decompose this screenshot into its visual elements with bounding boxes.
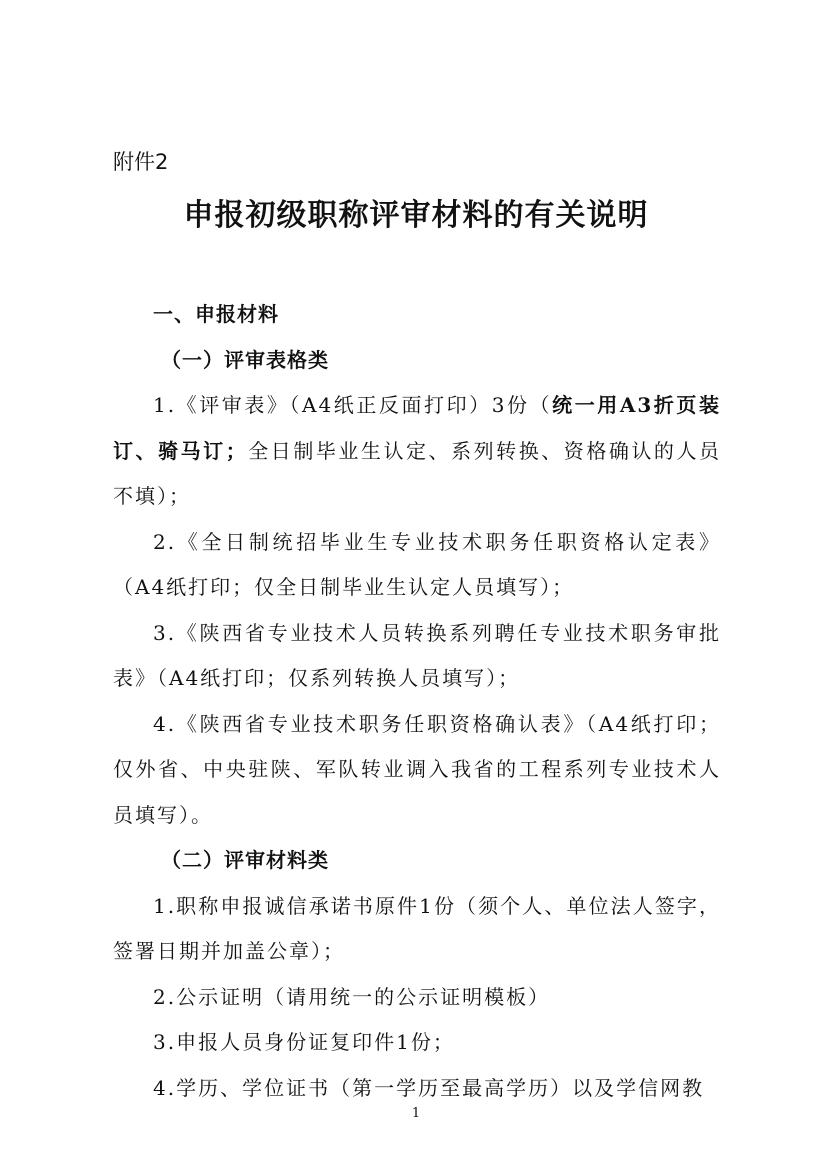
form-item-3 [113,611,721,702]
item-number: 4. [153,1075,177,1100]
item-text: 公示证明（请用统一的公示证明模板） [176,984,551,1009]
document-body [113,292,721,1111]
item-number: 1. [153,393,177,417]
material-item-2 [113,975,721,1021]
attachment-label: 附件2 [113,150,169,174]
item-text-cont: 全日制毕业生认定、系列转换、资格确认的人员不填）； [113,438,722,508]
item-number: 3. [153,1030,177,1054]
material-item-3 [113,1020,721,1066]
item-number: 1. [153,893,177,918]
item-number: 2. [153,529,177,554]
material-item-1 [113,884,721,975]
item-text: 《全日制统招毕业生专业技术职务任职资格认定表》（A4纸打印；仅全日制毕业生认定人员填写）； [113,529,721,599]
item-text: 学历、学位证书（第一学历至最高学历）以及学信网教 [176,1075,705,1100]
item-text: 申报人员身份证复印件1份； [176,1030,455,1054]
item-number: 2. [153,984,177,1009]
item-text: 《评审表》（A4纸正反面打印）3份（ [176,393,553,417]
subsection-heading-forms: （一）评审表格类 [161,347,329,372]
item-text: 《陕西省专业技术人员转换系列聘任专业技术职务审批表》（A4纸打印；仅系列转换人员填写）； [113,620,721,690]
page-number: 1 [411,1106,421,1121]
document-title: 申报初级职称评审材料的有关说明 [183,198,649,233]
item-number: 4. [153,711,177,736]
subsection-heading-materials: （二）评审材料类 [161,848,329,872]
item-text: 《陕西省专业技术职务任职资格确认表》（A4纸打印；仅外省、中央驻陕、军队转业调入我省的工程系列专业技术人员填写）。 [113,711,721,827]
form-item-1 [113,383,721,520]
material-item-4 [113,1066,721,1112]
item-number: 3. [153,620,177,645]
item-text: 职称申报诚信承诺书原件1份（须个人、单位法人签字，签署日期并加盖公章）； [113,893,721,963]
form-item-2 [113,520,721,611]
form-item-4 [113,702,721,839]
item-bold-text: 统一用A3折页装订、骑马订； [113,393,721,463]
section-heading: 一、申报材料 [153,302,279,326]
